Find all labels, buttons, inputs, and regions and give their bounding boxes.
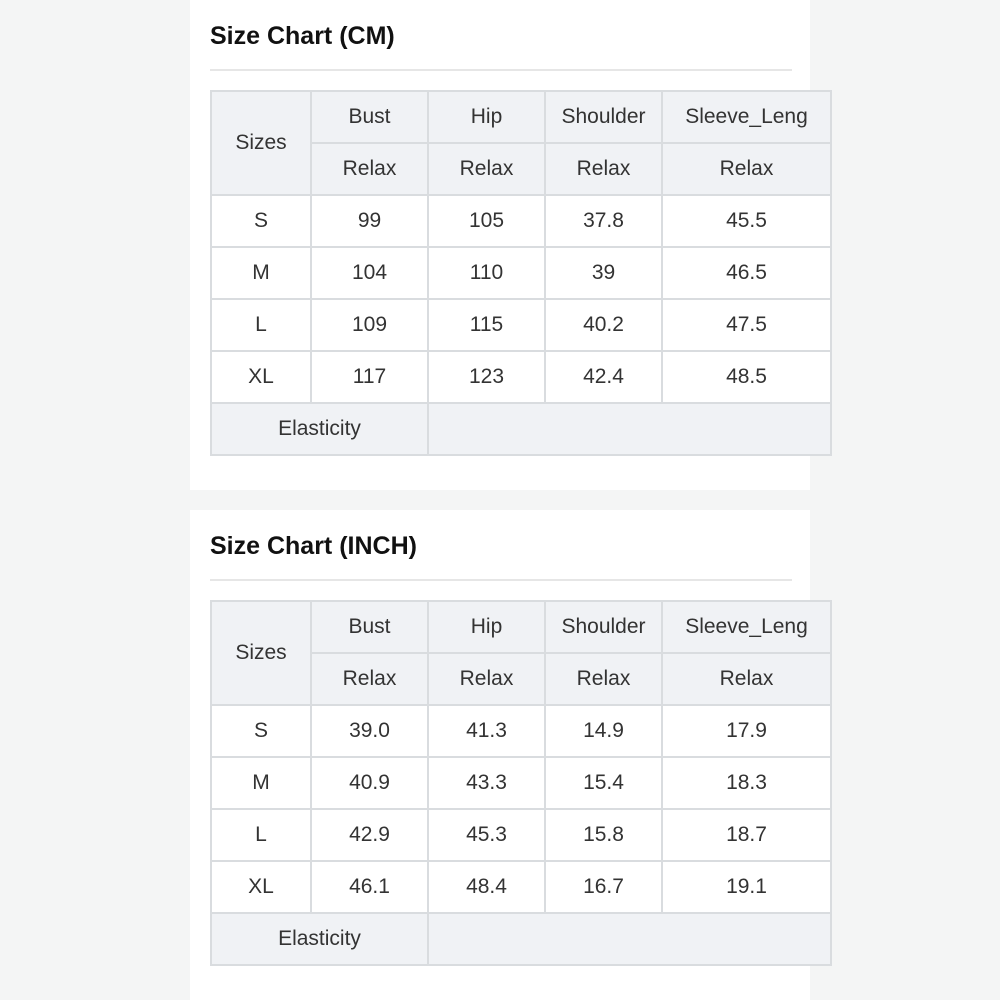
size-chart-inch-table [210, 600, 832, 966]
corner-header-sizes: Sizes [211, 601, 311, 705]
elasticity-label: Elasticity [211, 403, 428, 455]
table-cell: 15.4 [545, 757, 662, 809]
table-cell: 99 [311, 195, 428, 247]
subheader-cell: Relax [311, 143, 428, 195]
size-label: M [211, 757, 311, 809]
elasticity-value [428, 913, 831, 965]
size-label: S [211, 705, 311, 757]
table-row [211, 809, 831, 861]
table-cell: 45.3 [428, 809, 545, 861]
table-cell: 105 [428, 195, 545, 247]
table-cell: 39 [545, 247, 662, 299]
size-chart-cm-table [210, 90, 832, 456]
size-chart-cm-title: Size Chart (CM) [210, 22, 395, 50]
column-header-sleeve-length: Sleeve_Leng [662, 91, 831, 143]
table-scroll-area[interactable] [210, 90, 808, 470]
table-row [211, 195, 831, 247]
title-divider [210, 69, 792, 71]
table-cell: 47.5 [662, 299, 831, 351]
table-row [211, 247, 831, 299]
column-header-hip: Hip [428, 601, 545, 653]
table-cell: 42.4 [545, 351, 662, 403]
column-header-bust: Bust [311, 91, 428, 143]
title-divider [210, 579, 792, 581]
table-cell: 48.4 [428, 861, 545, 913]
table-cell: 110 [428, 247, 545, 299]
subheader-cell: Relax [428, 143, 545, 195]
size-label: XL [211, 351, 311, 403]
subheader-cell: Relax [545, 143, 662, 195]
size-chart-inch-card [190, 510, 810, 1000]
elasticity-label: Elasticity [211, 913, 428, 965]
size-label: L [211, 299, 311, 351]
subheader-cell: Relax [662, 653, 831, 705]
table-cell: 123 [428, 351, 545, 403]
subheader-cell: Relax [662, 143, 831, 195]
table-cell: 43.3 [428, 757, 545, 809]
table-row [211, 757, 831, 809]
size-label: L [211, 809, 311, 861]
corner-header-sizes: Sizes [211, 91, 311, 195]
table-cell: 40.2 [545, 299, 662, 351]
table-cell: 117 [311, 351, 428, 403]
table-scroll-area[interactable] [210, 600, 808, 980]
table-cell: 37.8 [545, 195, 662, 247]
table-cell: 16.7 [545, 861, 662, 913]
elasticity-value [428, 403, 831, 455]
size-label: XL [211, 861, 311, 913]
table-cell: 18.3 [662, 757, 831, 809]
size-label: S [211, 195, 311, 247]
table-cell: 14.9 [545, 705, 662, 757]
elasticity-row [211, 403, 831, 455]
table-cell: 115 [428, 299, 545, 351]
table-cell: 17.9 [662, 705, 831, 757]
table-cell: 46.5 [662, 247, 831, 299]
table-header-row [211, 601, 831, 653]
table-row [211, 861, 831, 913]
table-cell: 39.0 [311, 705, 428, 757]
column-header-sleeve-length: Sleeve_Leng [662, 601, 831, 653]
column-header-bust: Bust [311, 601, 428, 653]
table-cell: 41.3 [428, 705, 545, 757]
subheader-cell: Relax [428, 653, 545, 705]
table-cell: 40.9 [311, 757, 428, 809]
size-chart-cm-card [190, 0, 810, 490]
table-cell: 48.5 [662, 351, 831, 403]
subheader-cell: Relax [311, 653, 428, 705]
table-cell: 46.1 [311, 861, 428, 913]
table-row [211, 299, 831, 351]
table-row [211, 705, 831, 757]
table-row [211, 351, 831, 403]
elasticity-row [211, 913, 831, 965]
size-chart-inch-title: Size Chart (INCH) [210, 532, 417, 560]
size-label: M [211, 247, 311, 299]
table-cell: 109 [311, 299, 428, 351]
subheader-cell: Relax [545, 653, 662, 705]
table-cell: 42.9 [311, 809, 428, 861]
table-cell: 104 [311, 247, 428, 299]
table-cell: 18.7 [662, 809, 831, 861]
column-header-hip: Hip [428, 91, 545, 143]
table-cell: 45.5 [662, 195, 831, 247]
table-cell: 19.1 [662, 861, 831, 913]
table-cell: 15.8 [545, 809, 662, 861]
table-header-row [211, 91, 831, 143]
column-header-shoulder: Shoulder [545, 601, 662, 653]
column-header-shoulder: Shoulder [545, 91, 662, 143]
